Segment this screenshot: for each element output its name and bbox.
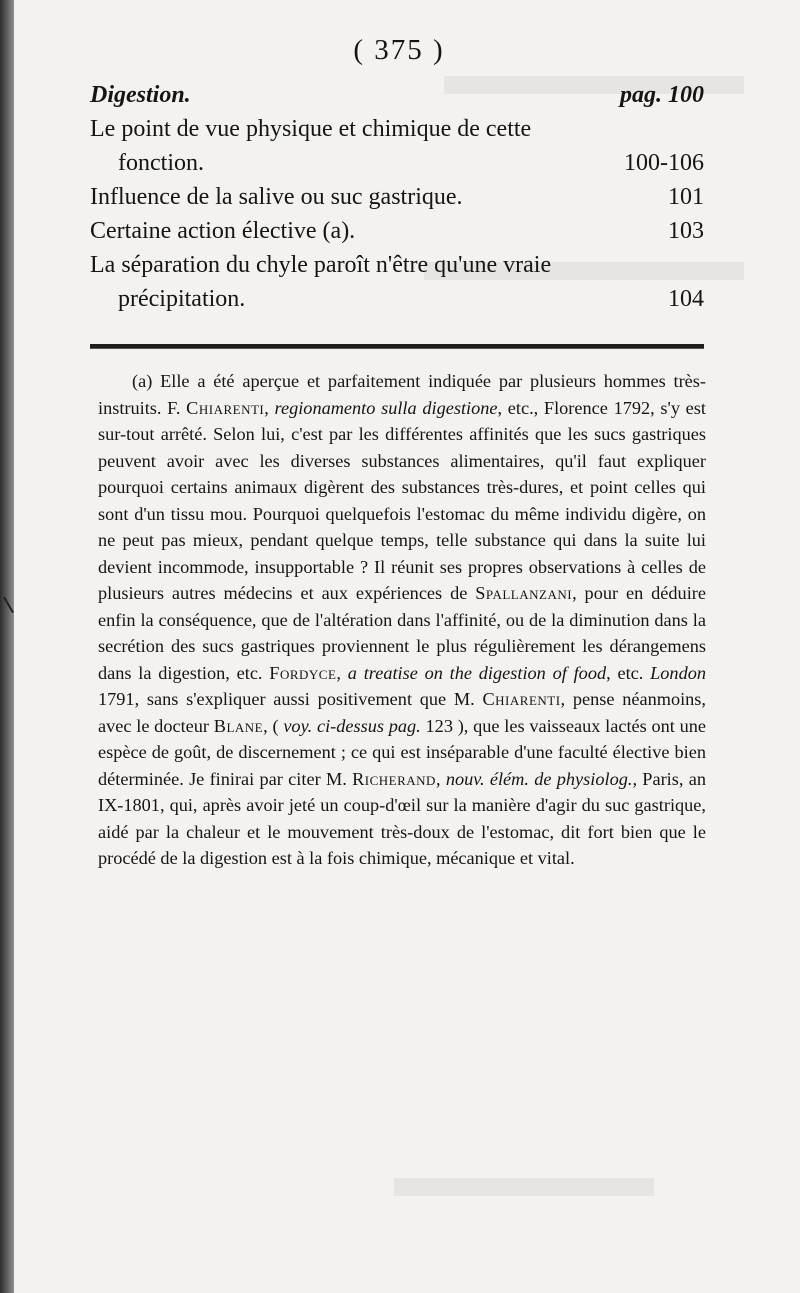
toc-page: 100-106	[624, 150, 704, 176]
footnote-text: , etc.	[606, 662, 644, 683]
footnote-marker: (a)	[132, 371, 153, 391]
table-of-contents	[90, 78, 704, 316]
place-name: London	[650, 662, 706, 683]
toc-page: 101	[668, 184, 704, 210]
author-name: Chiarenti	[482, 689, 561, 709]
author-name: Spallanzani	[475, 583, 573, 603]
toc-title: Certaine action élective (a).	[90, 218, 356, 244]
author-name: Chiarenti	[186, 397, 265, 418]
toc-row	[90, 214, 704, 248]
footnote-text: , etc., Florence 1792, s'y est sur-tout arrêté. Selon lui, c'est par les différentes affinités que les sucs gastriques peuvent avoir avec les diverses substances alimentaires, qu'il faut expliquer pourquoi certains animaux digèrent des substances très-dures, et point celles qui sont d'un tissu mou. Pourquoi quelquefois l'estomac du même individu digère, on ne peut pas mieux, pendant quelque temps, telle substance qui dans la suite lui devient incommode, insupportable ? Il réunit ses propres observations à celles de plusieurs autres médecins et aux expériences de	[98, 397, 706, 603]
toc-row	[90, 78, 704, 112]
work-title: regionamento sulla digestione	[274, 397, 498, 418]
footnote-text: , Paris, an IX-1801, qui, après avoir jeté un coup-d'œil sur la manière d'agir du suc gastrique, aidé par la chaleur et le mouvement très-doux de l'estomac, dit fort bien que le procédé de la digestion est à la fois chimique, mécanique et vital.	[98, 768, 706, 868]
toc-row	[90, 180, 704, 214]
footnote-text: , pour en déduire enfin la conséquence, que de l'altération dans l'affinité, ou de la diminution dans la secrétion des sucs gastriques proviennent le plus régulièrement les dérangemens dans la digestion, etc.	[98, 583, 706, 683]
footnote-text: ,	[264, 397, 269, 418]
page-number: ( 375 )	[353, 34, 445, 66]
toc-row	[90, 248, 704, 282]
work-title: nouv. élém. de physiolog.	[445, 768, 633, 789]
toc-row	[90, 112, 704, 146]
footnote	[98, 368, 706, 872]
cross-reference: voy. ci-dessus pag.	[283, 715, 421, 736]
work-title: a treatise on the digestion of food	[347, 662, 607, 683]
bleed-through-line	[394, 1178, 654, 1196]
toc-page: 103	[668, 218, 704, 244]
book-page	[14, 0, 800, 1293]
footnote-paragraph	[98, 368, 706, 872]
author-name: Richerand	[352, 768, 436, 789]
toc-title: fonction.	[118, 150, 204, 176]
footnote-text: ,	[336, 662, 341, 683]
footnote-text: Elle a été aperçue et parfaitement indiquée par plusieurs hommes très-instruits. F.	[98, 371, 706, 418]
toc-page: 104	[668, 286, 704, 312]
footnote-text: ,	[435, 768, 441, 789]
footnote-text: , (	[263, 715, 279, 736]
author-name: Fordyce	[269, 662, 337, 683]
toc-title: Influence de la salive ou suc gastrique.	[90, 184, 463, 210]
toc-title: La séparation du chyle paroît n'être qu'une vraie	[90, 252, 552, 278]
toc-title: Le point de vue physique et chimique de cette	[90, 116, 532, 142]
toc-row	[90, 282, 704, 316]
footnote-text: 123 ), que les vaisseaux lactés ont une espèce de goût, de discernement ; ce qui est inséparable d'une faculté élective bien déterminée. Je finirai par citer M.	[98, 715, 707, 789]
author-name: Blane	[213, 715, 264, 736]
footnote-text: , pense néanmoins, avec le docteur	[98, 689, 706, 736]
toc-page: pag. 100	[620, 82, 704, 108]
footnote-text: 1791, sans s'expliquer aussi positivement que M.	[98, 689, 475, 709]
toc-title: précipitation.	[118, 286, 246, 312]
toc-title: Digestion.	[90, 82, 191, 108]
separator-rule	[90, 344, 704, 349]
scan-edge-shadow	[0, 0, 14, 1293]
toc-row	[90, 146, 704, 180]
